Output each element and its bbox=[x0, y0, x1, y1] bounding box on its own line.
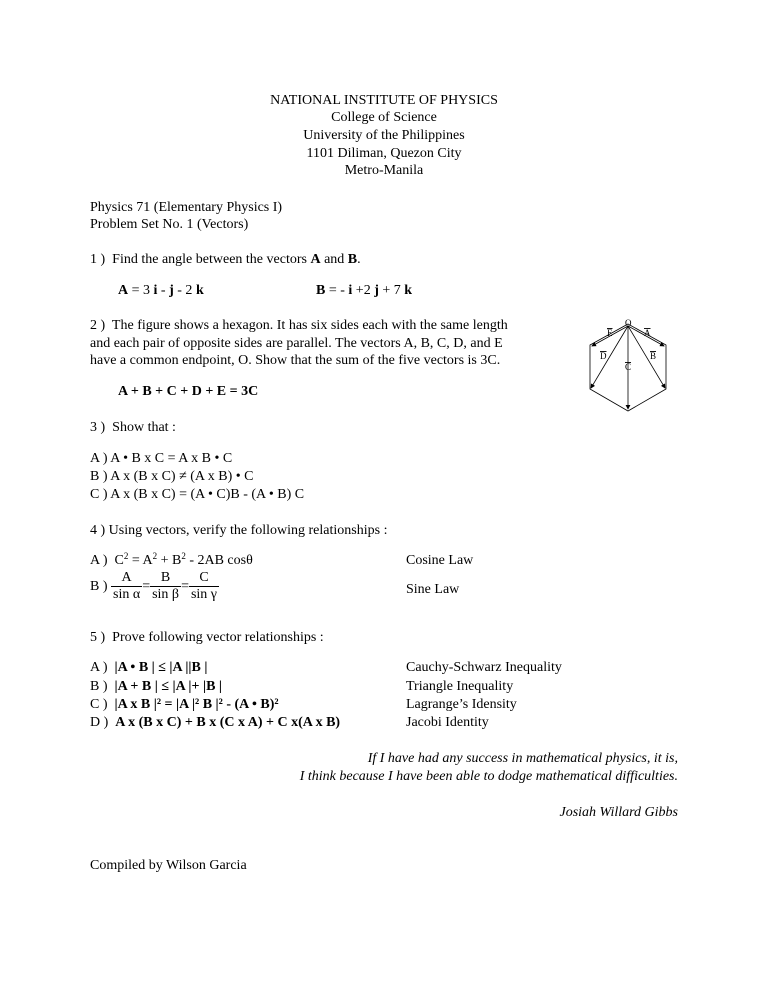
compiled-by: Compiled by Wilson Garcia bbox=[90, 858, 247, 873]
item-label: D ) bbox=[90, 715, 109, 730]
problem-3-a: A ) A • B x C = A x B • C bbox=[90, 451, 233, 466]
vec-b-lhs: B bbox=[316, 283, 326, 298]
expr-part: + B bbox=[157, 553, 182, 568]
problem-4-number: 4 ) bbox=[90, 523, 106, 538]
problem-2-equation: A + B + C + D + E = 3C bbox=[118, 384, 259, 399]
vec-a-coef: = 3 bbox=[128, 283, 154, 298]
fig-label-c: C bbox=[625, 362, 632, 372]
op: +2 bbox=[352, 283, 375, 298]
period: . bbox=[357, 252, 361, 267]
college-name: College of Science bbox=[331, 110, 437, 125]
exponent: 2 bbox=[123, 551, 129, 561]
problem-5-d bbox=[90, 714, 340, 731]
cosine-law-label: Cosine Law bbox=[406, 553, 474, 568]
problem-1-number: 1 ) bbox=[90, 252, 106, 267]
denominator: sin γ bbox=[190, 587, 217, 602]
vector-b-definition bbox=[316, 282, 412, 299]
quote-line-1: If I have had any success in mathematical physics, it is, bbox=[367, 751, 678, 766]
unit-i: i bbox=[348, 283, 353, 298]
op: + 7 bbox=[378, 283, 405, 298]
fig-label-b: B bbox=[650, 351, 657, 361]
expr-part: - 2AB cosθ bbox=[185, 553, 253, 568]
city-line: Metro-Manila bbox=[344, 163, 424, 178]
unit-j: j bbox=[169, 283, 174, 298]
problem-5-b bbox=[90, 678, 222, 695]
denominator: sin β bbox=[152, 587, 180, 602]
university-name: University of the Philippines bbox=[303, 128, 465, 143]
fig-label-d: D bbox=[600, 351, 607, 361]
numerator: B bbox=[150, 570, 181, 587]
fraction-a bbox=[111, 570, 142, 603]
equals: = bbox=[181, 578, 189, 594]
denominator: sin α bbox=[113, 587, 141, 602]
problem-3 bbox=[90, 419, 176, 436]
problem-4-a bbox=[90, 552, 253, 569]
item-label: B ) bbox=[90, 578, 108, 594]
item-expression: |A • B | ≤ |A ||B | bbox=[114, 660, 208, 675]
vec-a-lhs: A bbox=[118, 283, 129, 298]
lagrange-identity-label: Lagrange’s Idensity bbox=[406, 697, 517, 712]
hexagon-figure bbox=[580, 312, 680, 422]
item-label: B ) bbox=[90, 679, 108, 694]
item-label: A ) bbox=[90, 660, 108, 675]
equals: = bbox=[142, 578, 151, 594]
sine-law-label: Sine Law bbox=[406, 582, 460, 597]
op: - 2 bbox=[173, 283, 196, 298]
problem-5-c bbox=[90, 696, 279, 713]
item-expression: |A + B | ≤ |A |+ |B | bbox=[114, 679, 222, 694]
address-line: 1101 Diliman, Quezon City bbox=[306, 146, 462, 161]
problem-5-text: Prove following vector relationships : bbox=[112, 630, 324, 645]
problem-1-text: Find the angle between the vectors bbox=[112, 252, 311, 267]
vector-a-definition bbox=[118, 282, 204, 299]
expr-part: C bbox=[114, 553, 124, 568]
problem-2-line3: have a common endpoint, O. Show that the sum of the five vectors is 3C. bbox=[90, 353, 501, 368]
unit-i: i bbox=[153, 283, 158, 298]
quote-author: Josiah Willard Gibbs bbox=[559, 805, 678, 820]
item-label: A ) bbox=[90, 553, 108, 568]
problem-2-number: 2 ) bbox=[90, 318, 106, 333]
fraction-b bbox=[150, 570, 181, 603]
problem-set-title: Problem Set No. 1 (Vectors) bbox=[90, 217, 249, 232]
jacobi-identity-label: Jacobi Identity bbox=[406, 715, 489, 730]
op: - bbox=[157, 283, 170, 298]
problem-3-number: 3 ) bbox=[90, 420, 106, 435]
problem-5-a bbox=[90, 659, 207, 676]
triangle-inequality-label: Triangle Inequality bbox=[406, 679, 514, 694]
exponent: 2 bbox=[181, 551, 186, 561]
quote-line-2: I think because I have been able to dodge mathematical difficulties. bbox=[299, 769, 678, 784]
course-name: Physics 71 (Elementary Physics I) bbox=[90, 200, 283, 215]
problem-4-text: Using vectors, verify the following relationships : bbox=[108, 523, 388, 538]
problem-3-text: Show that : bbox=[112, 420, 176, 435]
vec-b-coef: = - bbox=[325, 283, 349, 298]
cauchy-schwarz-label: Cauchy-Schwarz Inequality bbox=[406, 660, 562, 675]
numerator: A bbox=[111, 570, 142, 587]
problem-5-number: 5 ) bbox=[90, 630, 106, 645]
problem-4 bbox=[90, 522, 387, 539]
item-expression: A x (B x C) + B x (C x A) + C x(A x B) bbox=[115, 715, 341, 730]
expr-part: = A bbox=[128, 553, 153, 568]
fig-label-e: E bbox=[607, 328, 613, 338]
vector-a-label: A bbox=[310, 252, 321, 267]
unit-j: j bbox=[374, 283, 379, 298]
exponent: 2 bbox=[152, 551, 158, 561]
and-word: and bbox=[320, 252, 348, 267]
item-label: C ) bbox=[90, 697, 108, 712]
item-expression: |A x B |² = |A |² B |² - (A • B)² bbox=[114, 697, 279, 712]
problem-2-line1 bbox=[90, 317, 508, 334]
problem-2-text-1: The figure shows a hexagon. It has six sides each with the same length bbox=[111, 318, 508, 333]
unit-k: k bbox=[195, 283, 204, 298]
fraction-c bbox=[189, 570, 219, 603]
numerator: C bbox=[189, 570, 219, 587]
problem-3-b: B ) A x (B x C) ≠ (A x B) • C bbox=[90, 469, 254, 484]
unit-k: k bbox=[404, 283, 413, 298]
problem-1 bbox=[90, 251, 361, 268]
problem-5 bbox=[90, 629, 324, 646]
problem-3-c: C ) A x (B x C) = (A • C)B - (A • B) C bbox=[90, 487, 305, 502]
origin-label: O bbox=[625, 318, 632, 328]
fig-label-a: A bbox=[644, 328, 651, 338]
problem-4-b bbox=[90, 570, 219, 603]
problem-2-line2: and each pair of opposite sides are parallel. The vectors A, B, C, D, and E bbox=[90, 336, 503, 351]
vector-b-label: B bbox=[347, 252, 358, 267]
institute-name: NATIONAL INSTITUTE OF PHYSICS bbox=[270, 93, 498, 108]
